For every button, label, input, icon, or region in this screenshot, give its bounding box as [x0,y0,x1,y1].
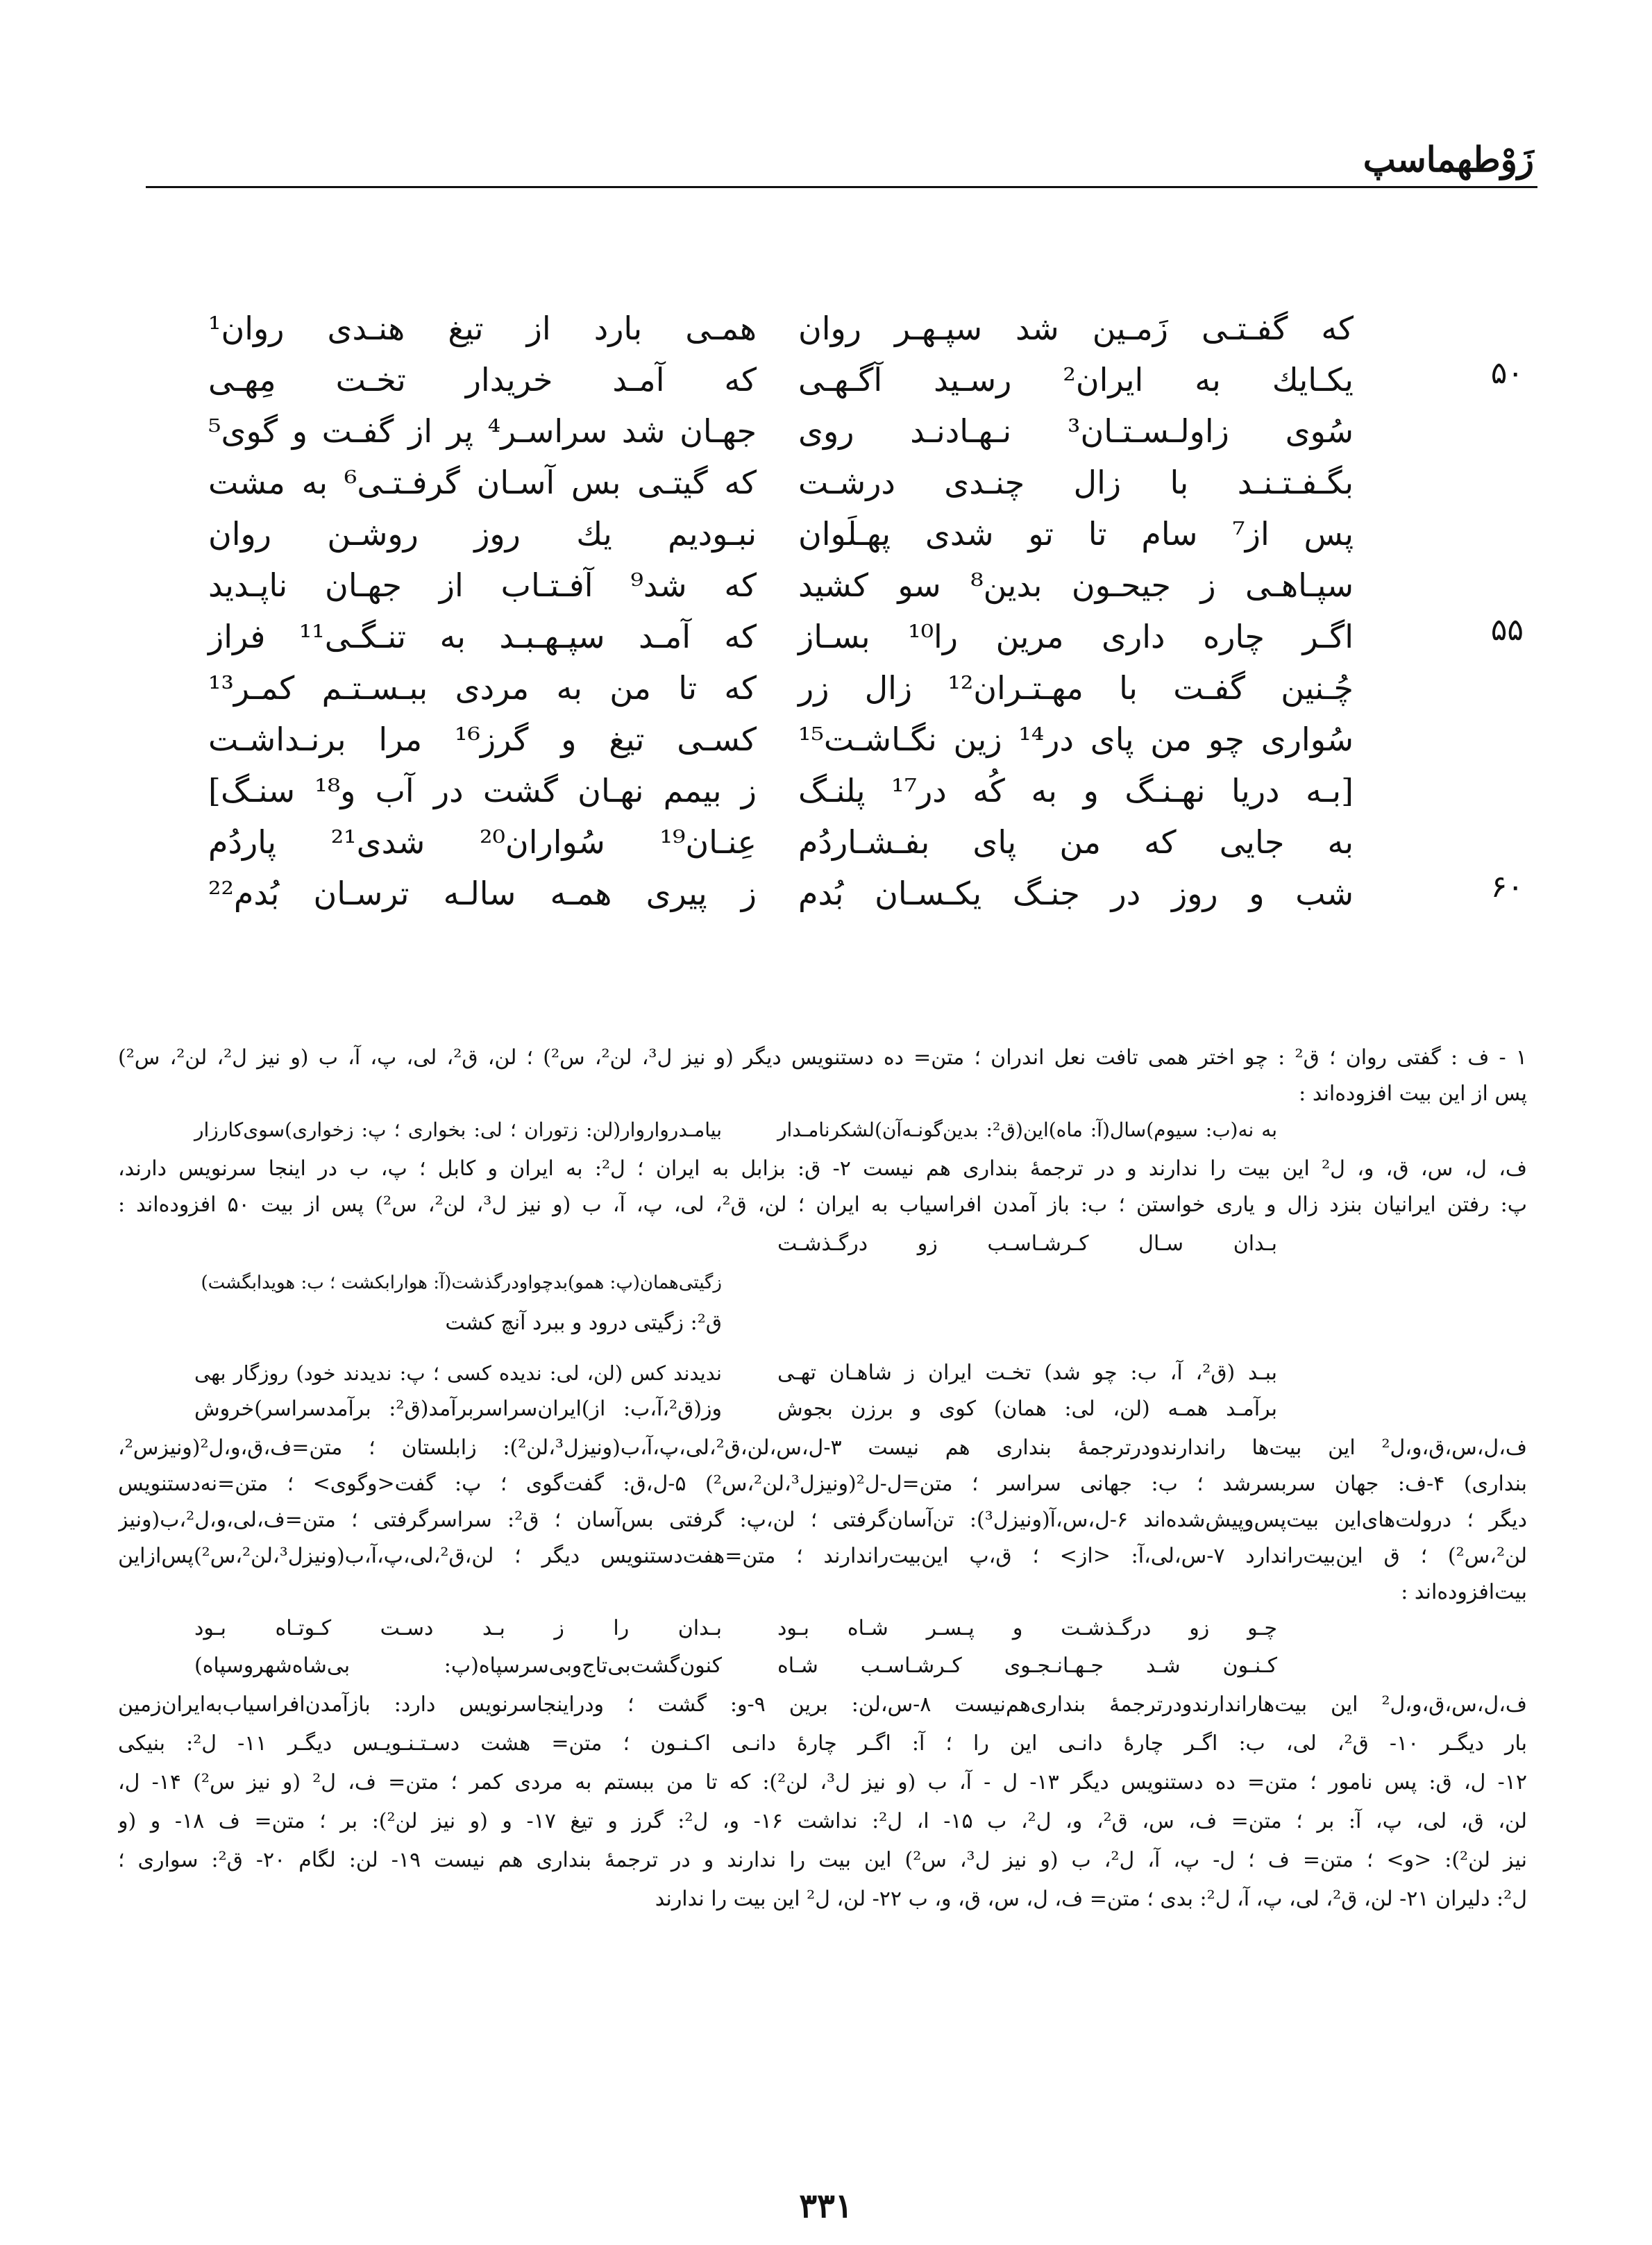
footnote-line: ف،ل،س،ق،و،ل² این بیت‌ها راندارندودرترجمهٔ بنداری هم نیست ۳-ل،س،لن،ق²،لی،پ،آ،ب(ونیزل³،لن²): زابلستان ؛ متن=ف،ق،و،ل²(ونیزس²، [118,1436,1527,1460]
footnote-line: ل²: دلیران ۲۱- لن، ق²، لی، پ، آ، ل²: بدی ؛ متن= ف، ل، س، ق، و، ب ۲۲- لن، ل² این بیت را ندارند [655,1887,1527,1911]
verse-hemistich-second: جهـان شد سراسـر⁴ پر از گفـت و گوی⁵ [208,412,757,450]
verse-hemistich-first: بگـفـتـنـد با زال چنـدی درشـت [798,464,1354,501]
footnote-line: ۱۲- ل، ق: پس نامور ؛ متن= ده دستنویس دیگر ۱۳- ل - آ، ب (و نیز ل³، لن²): که تا من ببستم به مردی کمر ؛ متن= ف، ل² (و نیز س²) ۱۴- ل، [118,1770,1527,1794]
footnote-line: بار دیگـر ۱۰- ق²، لی، ب: اگـر چارهٔ دانـی این را ؛ آ: اگـر چارهٔ دانـی اکـنـون ؛ متن= هشت دسـتـنـویـس دیگـر ۱۱- ل²: بنیکی [118,1731,1527,1756]
footnote-verse-first: بـدان سـال کـرشـاسـب زو درگـذشـت [777,1231,1277,1256]
verse-hemistich-second: ز بیمم نهـان گشت در آب و¹⁸ سنـگ] [208,772,757,809]
verse-hemistich-second: که شد⁹ آفـتـاب از جهـان ناپـدید [208,566,757,604]
footnote-line: بنداری) ۴-ف: جهان سربسرشد ؛ ب: جهانی سراسر ؛ متن=ل-ل²(ونیزل³،لن²،س²) ۵-ل،ق: گفت‌گوی ؛ پ: گفت<وگوی> ؛ متن=نه‌دستنویس [118,1472,1527,1496]
verse-hemistich-first: که گفـتـی زَمـین شد سپـهـر روان [798,310,1354,347]
footnote-verse-first: به نه(ب: سیوم)سال(آ: ماه)این(ق²: بدین‌گونـه‌آن)لشکرنامـدار [777,1118,1277,1141]
verse-hemistich-second: کسـی تیغ و گرز¹⁶ مرا برنـداشـت [208,721,757,758]
running-head: زَوْطهماسپ [1363,139,1534,180]
verse-hemistich-second: که گیتـی بس آسـان گرفـتـی⁶ به مشت [208,464,757,501]
footnote-verse-second: وز(ق²،آ،ب: از)ایران‌سراسربرآمد(ق²: برآمدسراسر)خروش [194,1397,723,1421]
verse-hemistich-first: سپـاهـی ز جیحـون بدین⁸ سو کشید [798,566,1354,604]
footnote-verse-second: ندیدند کس (لن، لی: ندیده کسی ؛ پ: ندیدند خود) روزگار بهی [194,1361,722,1385]
verse-hemistich-second: که آمـد خریدار تخـت مِهـی [208,361,757,398]
verse-hemistich-second: که آمـد سپـهـبـد به تنـگـی¹¹ فراز [208,618,757,655]
verse-hemistich-first: به جایی که من پای بفـشـاردُم [798,823,1354,861]
footnote-verse-first: برآمـد همـه (لن، لی: همان) کوی و برزن بجوش [777,1397,1277,1421]
verse-hemistich-first: سُواری چو من پای در¹⁴ زین نگـاشـت¹⁵ [798,721,1354,758]
verse-hemistich-first: یکـایك به ایران² رسـید آگـهـی [798,361,1354,398]
footnote-line: نیز لن²): <و> ؛ متن= ف ؛ ل- پ، آ، ل²، ب (و نیز ل³، س²) این بیت را ندارند و در ترجمهٔ بنداری هم نیست ۱۹- لن: لگام ۲۰- ق²: سواری ؛ [118,1848,1527,1872]
footnote-verse-second: کنون‌گشت‌بی‌تاج‌وبی‌سرسپاه(پ: بی‌شاه‌شهروسپاه) [194,1654,722,1678]
header-rule [146,186,1537,188]
verse-hemistich-second: عِنـان¹⁹ سُواران²⁰ شدی²¹ پاردُم [208,823,757,861]
footnote-verse-first: چـو زو درگـذشـت و پـسـر شـاه بـود [777,1616,1277,1640]
verse-hemistich-first: اگـر چاره داری مرین را¹⁰ بسـاز [798,618,1354,655]
verse-hemistich-first: چُـنین گفـت با مهـتـران¹² زال زر [798,669,1354,707]
verse-hemistich-first: سُوی زاولـسـتـان³ نـهـادنـد روی [798,412,1354,450]
verse-number: ۵۵ [1490,612,1524,648]
verse-hemistich-first: [بـه دریا نهـنـگ و به کُه در¹⁷ پلنـگ [798,772,1354,809]
footnote-line: ف، ل، س، ق، و، ل² این بیت را ندارند و در ترجمهٔ بنداری هم نیست ۲- ق: بزابل به ایران ؛ ل²: به ایران و کابل ؛ پ، ب در اینجا سرنویس دارند، [118,1157,1527,1181]
footnote-verse-first: ببـد (ق²، آ، ب: چو شد) تخـت ایران ز شاهـان تهـی [777,1361,1277,1385]
footnote-line: ۱ - ف : گفتی روان ؛ ق² : چو اختر همی تافت نعل اندران ؛ متن= ده دستنویس دیگر (و نیز ل³، لن²، س²) ؛ لن، ق²، لی، پ، آ، ب (و نیز ل²، لن²، س²) [118,1045,1527,1070]
verse-hemistich-first: شب و روز در جنـگ یکـسـان بُدم [798,875,1354,912]
footnote-line: بیت‌افزوده‌اند : [1401,1580,1527,1604]
footnote-verse-variant: ق²: زگیتی درود و ببرد آنچ کشت [445,1311,722,1335]
page-number: ۳۳۱ [799,2187,853,2226]
footnote-line: لن²،س²) ؛ ق این‌بیت‌راندارد ۷-س،لی،آ: <از> ؛ ق،پ این‌بیت‌راندارند ؛ متن=هفت‌دستنویس دیگر ؛ لن،ق²،لی،پ،آ،ب(ونیزل³،لن²،س²)پس‌ازاین [118,1544,1527,1568]
footnote-verse-second: زگیتی‌همان(پ: همو)بدچواودرگذشت(آ: هوارابکشت ؛ ب: هویدابگشت) [201,1272,722,1293]
footnote-verse-first: کـنـون شـد جـهـانـجـوی کـرشـاسـب شـاه [777,1654,1277,1678]
footnote-line: دیگر ؛ درولت‌های‌این بیت‌پس‌وپیش‌شده‌اند ۶-ل،س،آ(ونیزل³): تن‌آسان‌گرفتی ؛ لن،پ: گرفتی بس‌آسان ؛ ق²: سراسرگرفتی ؛ متن=ف،لی،و،ل²،ب(ونیز [118,1508,1527,1532]
footnote-line: ف،ل،س،ق،و،ل² این بیت‌هاراندارندودرترجمهٔ بنداری‌هم‌نیست ۸-س،لن: برین ۹-و: گشت ؛ ودراینجاسرنویس دارد: بازآمدن‌افراسیاب‌به‌ایران‌زمین [118,1692,1527,1717]
footnote-line: پ: رفتن ایرانیان بنزد زال و یاری خواستن ؛ ب: باز آمدن افراسیاب به ایران ؛ لن، ق²، لی، پ، آ، ب (و نیز ل³، لن²، س²) پس از بیت ۵۰ افزوده‌اند : [118,1193,1527,1217]
verse-hemistich-second: ز پیری همـه سالـه ترسـان بُدم²² [208,875,757,912]
verse-hemistich-second: که تا من به مردی ببـسـتـم کمـر¹³ [208,669,757,707]
verse-hemistich-second: نبـودیم یك روز روشـن روان [208,515,757,553]
footnote-line: پس از این بیت افزوده‌اند : [1299,1082,1527,1106]
footnote-line: لن، ق، لی، پ، آ: بر ؛ متن= ف، س، ق²، و، ل²، ب ۱۵- ا، ل²: نداشت ۱۶- و، ل²: گرز و تیغ ۱۷- و (و نیز لن²): بر ؛ متن= ف ۱۸- و (و [118,1809,1527,1833]
verse-hemistich-first: پس از⁷ سام تا تو شدی پهـلَوان [798,515,1354,553]
footnote-verse-second: بیامـدرواروار(لن: زتوران ؛ لی: بخواری ؛ پ: زخواری)سوی‌کارزار [194,1118,722,1141]
verse-number: ۶۰ [1490,869,1524,905]
verse-number: ۵۰ [1490,355,1524,391]
verse-hemistich-second: همـی بارد از تیغ هنـدی روان¹ [208,310,757,347]
footnote-verse-second: بـدان را ز بـد دسـت کـوتـاه بـود [194,1616,722,1640]
